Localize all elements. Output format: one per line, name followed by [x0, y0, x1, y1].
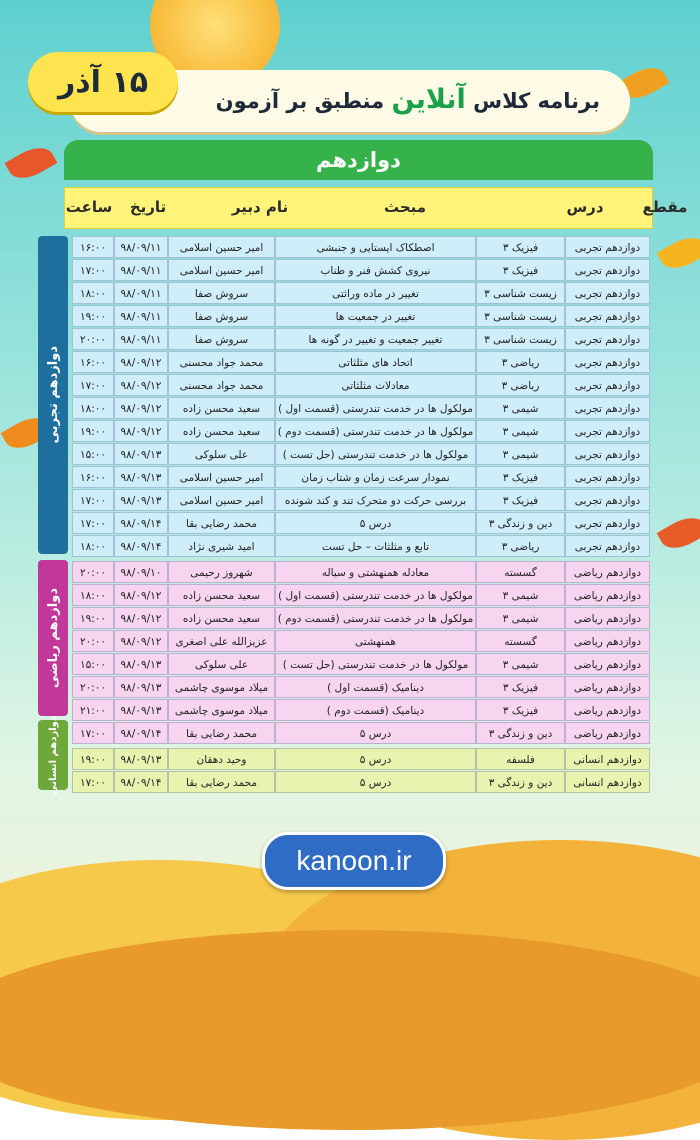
table-row [72, 771, 650, 793]
cell-teacher: امیر حسین اسلامی [168, 466, 275, 488]
cell-date: ۹۸/۰۹/۱۳ [114, 748, 168, 770]
cell-date: ۹۸/۰۹/۱۲ [114, 351, 168, 373]
table-row [72, 351, 650, 373]
cell-topic: همنهشتی [275, 630, 476, 652]
cell-teacher: امید شیری نژاد [168, 535, 275, 557]
cell-time: ۱۸:۰۰ [72, 584, 114, 606]
cell-time: ۱۹:۰۰ [72, 420, 114, 442]
cell-lesson: فیزیک ۳ [476, 489, 565, 511]
cell-level: دوازدهم تجربی [565, 397, 650, 419]
table-row [72, 282, 650, 304]
cell-level: دوازدهم تجربی [565, 420, 650, 442]
table-row [72, 722, 650, 744]
cell-topic: معادله همنهشتی و سیاله [275, 561, 476, 583]
cell-teacher: میلاد موسوی چاشمی [168, 699, 275, 721]
cell-topic: تغییر در ماده وراثتی [275, 282, 476, 304]
cell-time: ۱۶:۰۰ [72, 466, 114, 488]
cell-date: ۹۸/۰۹/۱۲ [114, 630, 168, 652]
cell-time: ۲۱:۰۰ [72, 699, 114, 721]
cell-teacher: سروش صفا [168, 328, 275, 350]
table-header [64, 187, 688, 229]
cell-lesson: فیزیک ۳ [476, 466, 565, 488]
cell-level: دوازدهم تجربی [565, 259, 650, 281]
cell-level: دوازدهم تجربی [565, 466, 650, 488]
cell-teacher: عزیزالله علی اصغری [168, 630, 275, 652]
table-row [72, 512, 650, 534]
cell-date: ۹۸/۰۹/۱۳ [114, 653, 168, 675]
cell-date: ۹۸/۰۹/۱۱ [114, 282, 168, 304]
cell-time: ۱۷:۰۰ [72, 771, 114, 793]
column-header-lesson: درس [566, 198, 604, 216]
table-row [72, 584, 650, 606]
cell-teacher: سروش صفا [168, 282, 275, 304]
cell-level: دوازدهم تجربی [565, 328, 650, 350]
cell-teacher: محمد رضایی بقا [168, 512, 275, 534]
cell-date: ۹۸/۰۹/۱۱ [114, 305, 168, 327]
cell-time: ۱۷:۰۰ [72, 512, 114, 534]
cell-date: ۹۸/۰۹/۱۰ [114, 561, 168, 583]
cell-teacher: میلاد موسوی چاشمی [168, 676, 275, 698]
cell-lesson: زیست شناسی ۳ [476, 305, 565, 327]
schedule-table [72, 236, 650, 794]
cell-topic: معادلات مثلثاتی [275, 374, 476, 396]
table-row [72, 489, 650, 511]
cell-topic: دینامیک (قسمت دوم ) [275, 699, 476, 721]
cell-date: ۹۸/۰۹/۱۳ [114, 699, 168, 721]
table-row [72, 699, 650, 721]
cell-date: ۹۸/۰۹/۱۳ [114, 466, 168, 488]
kanoon-logo[interactable] [262, 832, 446, 890]
table-row [72, 328, 650, 350]
table-row [72, 466, 650, 488]
cell-lesson: دین و زندگی ۳ [476, 771, 565, 793]
table-row [72, 561, 650, 583]
cell-lesson: ریاضی ۳ [476, 351, 565, 373]
cell-level: دوازدهم ریاضی [565, 630, 650, 652]
cell-time: ۱۷:۰۰ [72, 489, 114, 511]
cell-time: ۱۵:۰۰ [72, 653, 114, 675]
table-row [72, 259, 650, 281]
table-row [72, 397, 650, 419]
cell-topic: بررسی حرکت دو متحرک تند و کند شونده [275, 489, 476, 511]
cell-date: ۹۸/۰۹/۱۱ [114, 328, 168, 350]
cell-topic: اصطکاک ایستایی و جنبشی [275, 236, 476, 258]
cell-topic: درس ۵ [275, 512, 476, 534]
cell-time: ۲۰:۰۰ [72, 630, 114, 652]
cell-teacher: سعید محسن زاده [168, 584, 275, 606]
cell-date: ۹۸/۰۹/۱۲ [114, 397, 168, 419]
cell-lesson: فلسفه [476, 748, 565, 770]
table-row [72, 305, 650, 327]
table-row [72, 607, 650, 629]
cell-teacher: امیر حسین اسلامی [168, 259, 275, 281]
cell-lesson: گسسته [476, 630, 565, 652]
table-row [72, 653, 650, 675]
date-badge [28, 52, 178, 112]
column-header-topic: مبحث [383, 198, 427, 216]
cell-time: ۱۷:۰۰ [72, 374, 114, 396]
cell-lesson: شیمی ۳ [476, 397, 565, 419]
cell-teacher: امیر حسین اسلامی [168, 236, 275, 258]
cell-time: ۲۰:۰۰ [72, 328, 114, 350]
table-row [72, 676, 650, 698]
cell-topic: مولکول ها در خدمت تندرستی (قسمت دوم ) [275, 420, 476, 442]
cell-date: ۹۸/۰۹/۱۱ [114, 236, 168, 258]
cell-date: ۹۸/۰۹/۱۲ [114, 374, 168, 396]
cell-level: دوازدهم ریاضی [565, 607, 650, 629]
grade-title: دوازدهم [316, 148, 401, 172]
cell-topic: مولکول ها در خدمت تندرستی (حل تست ) [275, 443, 476, 465]
cell-time: ۱۷:۰۰ [72, 722, 114, 744]
cell-time: ۱۹:۰۰ [72, 748, 114, 770]
column-header-teacher: نام دبیر [231, 198, 289, 216]
cell-level: دوازدهم انسانی [565, 771, 650, 793]
cell-teacher: محمد جواد محسنی [168, 374, 275, 396]
table-row [72, 535, 650, 557]
cell-level: دوازدهم ریاضی [565, 699, 650, 721]
cell-time: ۱۷:۰۰ [72, 259, 114, 281]
cell-topic: دینامیک (قسمت اول ) [275, 676, 476, 698]
cell-topic: نیروی کشش فنر و طناب [275, 259, 476, 281]
cell-level: دوازدهم تجربی [565, 512, 650, 534]
cell-teacher: سعید محسن زاده [168, 607, 275, 629]
cell-time: ۱۸:۰۰ [72, 282, 114, 304]
cell-teacher: سعید محسن زاده [168, 420, 275, 442]
cell-teacher: سعید محسن زاده [168, 397, 275, 419]
cell-date: ۹۸/۰۹/۱۴ [114, 512, 168, 534]
grade-title-bar [64, 140, 653, 180]
cell-level: دوازدهم تجربی [565, 351, 650, 373]
cell-lesson: فیزیک ۳ [476, 676, 565, 698]
cell-topic: درس ۵ [275, 771, 476, 793]
cell-date: ۹۸/۰۹/۱۴ [114, 722, 168, 744]
cell-lesson: فیزیک ۳ [476, 236, 565, 258]
cell-time: ۱۹:۰۰ [72, 607, 114, 629]
cell-date: ۹۸/۰۹/۱۲ [114, 420, 168, 442]
cell-lesson: دین و زندگی ۳ [476, 722, 565, 744]
cell-topic: نمودار سرعت زمان و شتاب زمان [275, 466, 476, 488]
cell-lesson: گسسته [476, 561, 565, 583]
cell-date: ۹۸/۰۹/۱۱ [114, 259, 168, 281]
cell-lesson: ریاضی ۳ [476, 535, 565, 557]
cell-lesson: شیمی ۳ [476, 584, 565, 606]
cell-date: ۹۸/۰۹/۱۳ [114, 676, 168, 698]
cell-lesson: فیزیک ۳ [476, 259, 565, 281]
cell-time: ۱۸:۰۰ [72, 535, 114, 557]
cell-level: دوازدهم ریاضی [565, 676, 650, 698]
cell-lesson: زیست شناسی ۳ [476, 282, 565, 304]
table-row [72, 420, 650, 442]
cell-date: ۹۸/۰۹/۱۴ [114, 535, 168, 557]
cell-topic: مولکول ها در خدمت تندرستی (قسمت اول ) [275, 397, 476, 419]
cell-level: دوازدهم ریاضی [565, 722, 650, 744]
page-title: برنامه کلاس آنلاین منطبق بر آزمون [215, 84, 600, 115]
cell-level: دوازدهم انسانی [565, 748, 650, 770]
cell-time: ۱۶:۰۰ [72, 236, 114, 258]
cell-level: دوازدهم ریاضی [565, 584, 650, 606]
cell-lesson: شیمی ۳ [476, 420, 565, 442]
cell-teacher: محمد رضایی بقا [168, 722, 275, 744]
cell-time: ۱۶:۰۰ [72, 351, 114, 373]
cell-topic: درس ۵ [275, 748, 476, 770]
cell-teacher: محمد جواد محسنی [168, 351, 275, 373]
cell-date: ۹۸/۰۹/۱۳ [114, 489, 168, 511]
column-header-time: ساعت [65, 198, 113, 216]
cell-lesson: شیمی ۳ [476, 607, 565, 629]
cell-date: ۹۸/۰۹/۱۳ [114, 443, 168, 465]
table-row [72, 443, 650, 465]
cell-level: دوازدهم تجربی [565, 305, 650, 327]
cell-time: ۱۹:۰۰ [72, 305, 114, 327]
side-label-humanities: دوازدهم انسانی [38, 720, 68, 790]
cell-lesson: دین و زندگی ۳ [476, 512, 565, 534]
cell-lesson: فیزیک ۳ [476, 699, 565, 721]
cell-teacher: علی سلوکی [168, 443, 275, 465]
cell-level: دوازدهم تجربی [565, 535, 650, 557]
cell-topic: تغییر در جمعیت ها [275, 305, 476, 327]
cell-topic: مولکول ها در خدمت تندرستی (قسمت اول ) [275, 584, 476, 606]
column-header-level: مقطع [642, 198, 688, 216]
side-label-math: دوازدهم ریاضی [38, 560, 68, 716]
cell-level: دوازدهم ریاضی [565, 653, 650, 675]
cell-topic: تغییر جمعیت و تغییر در گونه ها [275, 328, 476, 350]
cell-date: ۹۸/۰۹/۱۲ [114, 584, 168, 606]
cell-teacher: امیر حسین اسلامی [168, 489, 275, 511]
cell-time: ۱۸:۰۰ [72, 397, 114, 419]
logo-text: kanoon.ir [296, 845, 412, 876]
cell-level: دوازدهم تجربی [565, 374, 650, 396]
cell-level: دوازدهم تجربی [565, 282, 650, 304]
cell-date: ۹۸/۰۹/۱۴ [114, 771, 168, 793]
table-row [72, 374, 650, 396]
hill-illustration [0, 930, 700, 1130]
cell-topic: درس ۵ [275, 722, 476, 744]
cell-teacher: علی سلوکی [168, 653, 275, 675]
cell-time: ۲۰:۰۰ [72, 561, 114, 583]
cell-teacher: وحید دهقان [168, 748, 275, 770]
cell-level: دوازدهم تجربی [565, 489, 650, 511]
cell-time: ۲۰:۰۰ [72, 676, 114, 698]
cell-lesson: شیمی ۳ [476, 653, 565, 675]
cell-topic: تابع و مثلثات – حل تست [275, 535, 476, 557]
cell-teacher: سروش صفا [168, 305, 275, 327]
cell-teacher: شهروز رحیمی [168, 561, 275, 583]
cell-topic: مولکول ها در خدمت تندرستی (حل تست ) [275, 653, 476, 675]
cell-time: ۱۵:۰۰ [72, 443, 114, 465]
date-text: ۱۵ آذر [57, 64, 149, 100]
cell-topic: مولکول ها در خدمت تندرستی (قسمت دوم ) [275, 607, 476, 629]
cell-level: دوازدهم ریاضی [565, 561, 650, 583]
table-row [72, 748, 650, 770]
cell-teacher: محمد رضایی بقا [168, 771, 275, 793]
cell-lesson: زیست شناسی ۳ [476, 328, 565, 350]
table-row [72, 236, 650, 258]
cell-topic: اتحاد های مثلثاتی [275, 351, 476, 373]
cell-lesson: شیمی ۳ [476, 443, 565, 465]
cell-lesson: ریاضی ۳ [476, 374, 565, 396]
side-label-science: دوازدهم تجربی [38, 236, 68, 554]
table-row [72, 630, 650, 652]
cell-level: دوازدهم تجربی [565, 236, 650, 258]
column-header-date: تاریخ [129, 198, 167, 216]
cell-level: دوازدهم تجربی [565, 443, 650, 465]
cell-date: ۹۸/۰۹/۱۲ [114, 607, 168, 629]
